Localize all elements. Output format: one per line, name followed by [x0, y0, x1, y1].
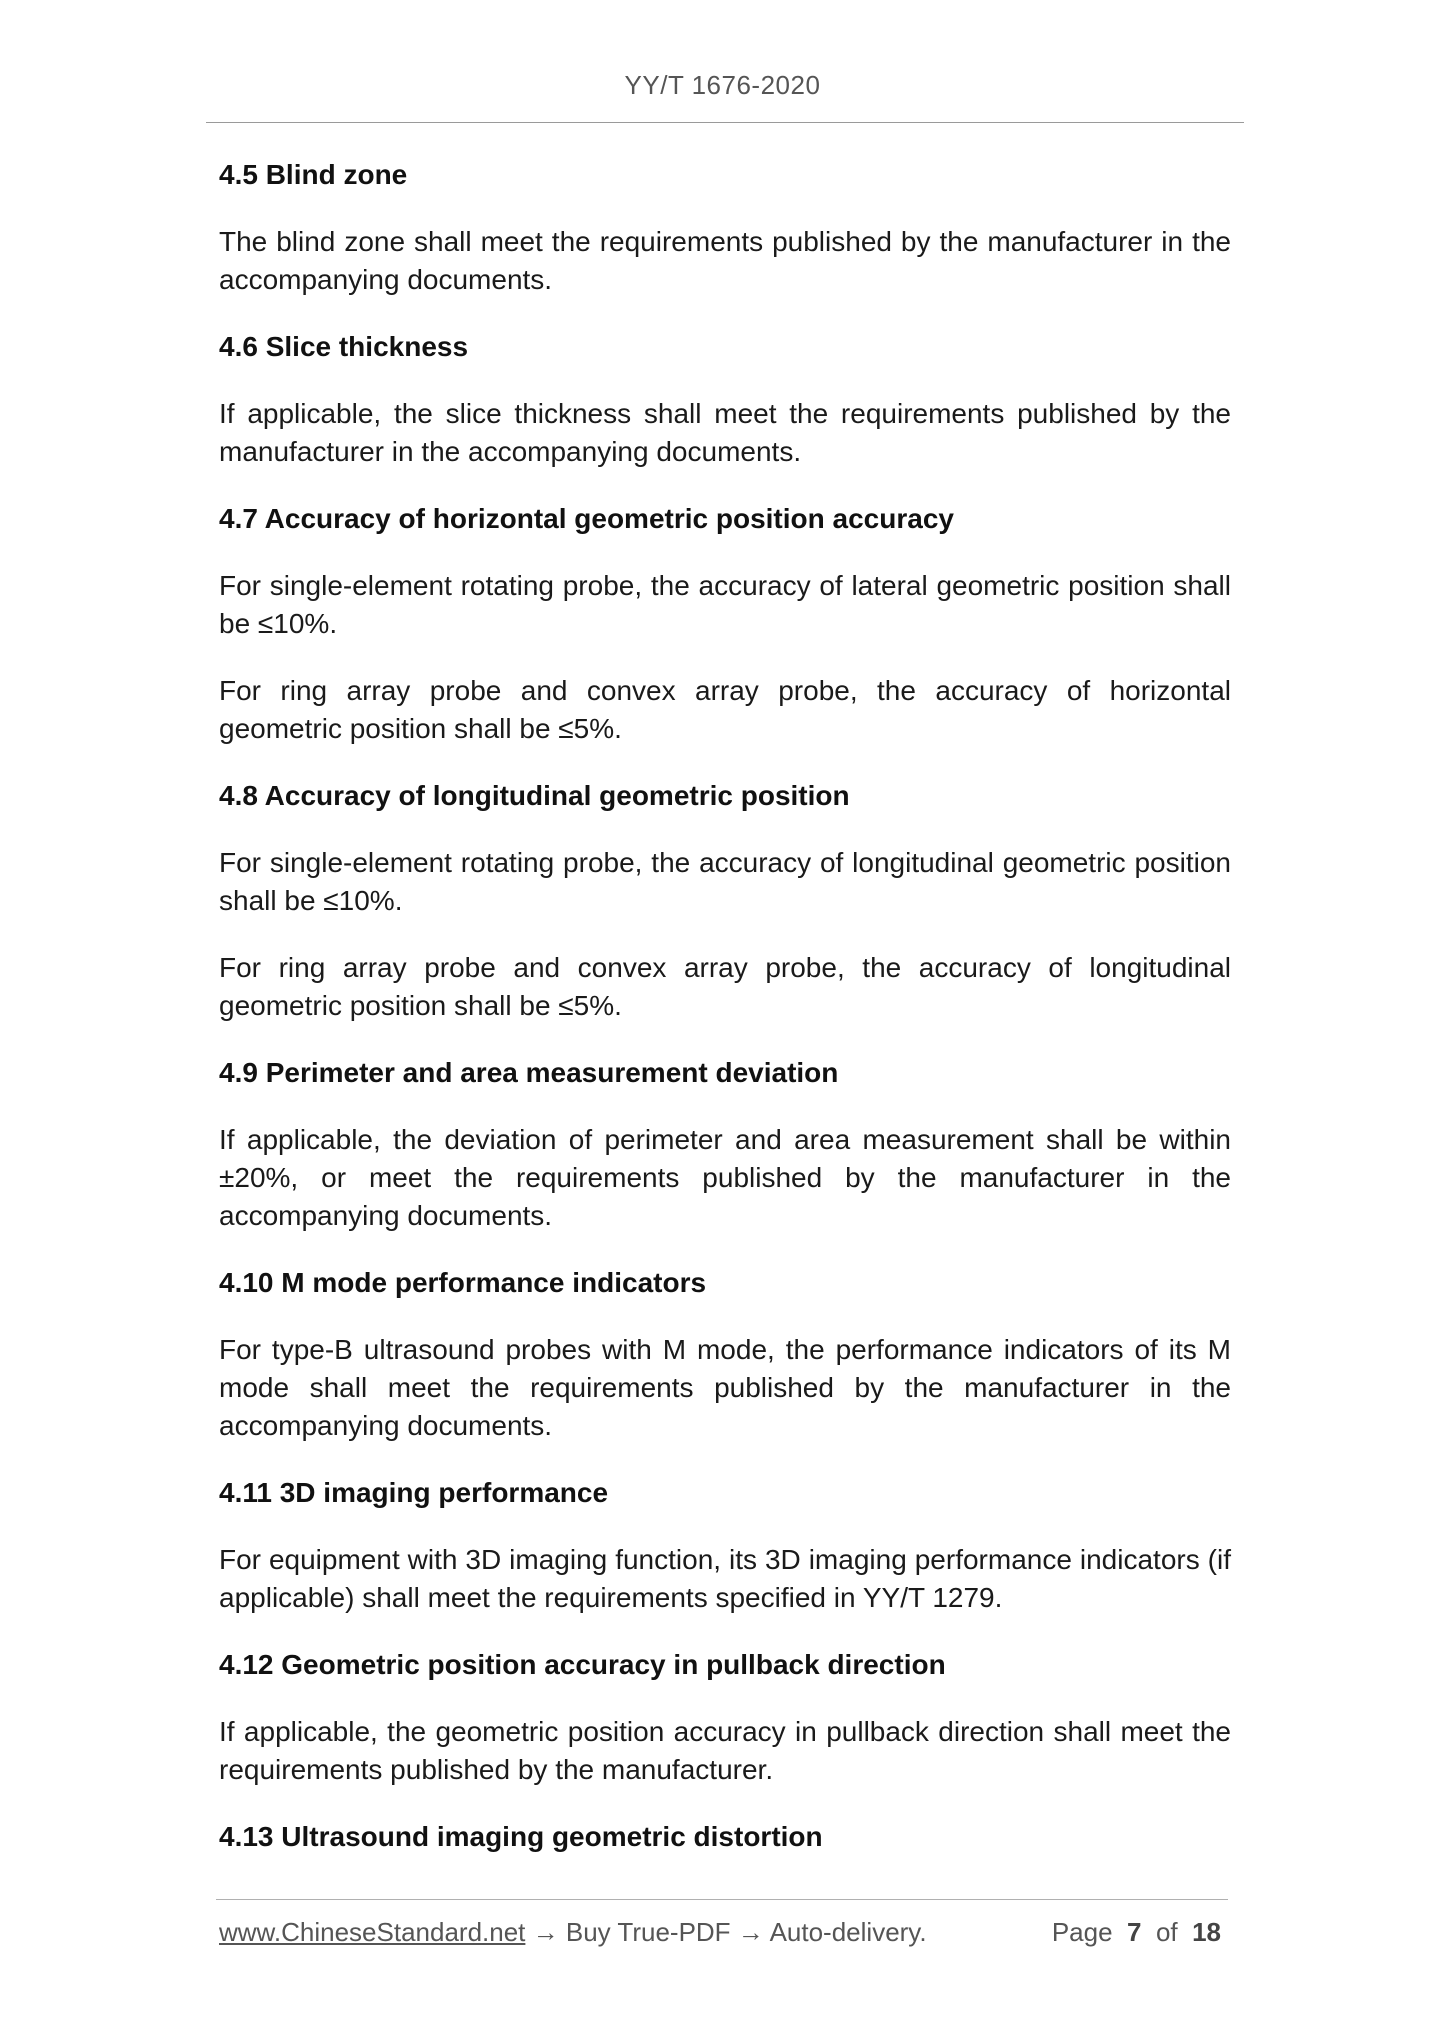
section [219, 1646, 1231, 1789]
promo-text: → Buy True-PDF → Auto-delivery. [525, 1917, 927, 1947]
section [219, 500, 1231, 748]
section-paragraph: For ring array probe and convex array probe, the accuracy of longitudinal geometric position shall be ≤5%. [219, 952, 1231, 1021]
section-paragraph: For ring array probe and convex array probe, the accuracy of horizontal geometric position shall be ≤5%. [219, 675, 1231, 744]
section-heading: 4.12 Geometric position accuracy in pullback direction [219, 1649, 946, 1680]
section [219, 1818, 1231, 1856]
section-paragraph: If applicable, the geometric position accuracy in pullback direction shall meet the requirements published by the manufacturer. [219, 1716, 1231, 1785]
standard-code: YY/T 1676-2020 [624, 70, 821, 100]
section-paragraph: If applicable, the deviation of perimeter and area measurement shall be within ±20%, or meet the requirements published by the manufacturer in the accompanying documents. [219, 1124, 1231, 1231]
section-heading: 4.8 Accuracy of longitudinal geometric position [219, 780, 850, 811]
section-heading: 4.10 M mode performance indicators [219, 1267, 707, 1298]
section-heading: 4.5 Blind zone [219, 159, 408, 190]
page-label: Page [1051, 1917, 1113, 1947]
section-heading: 4.6 Slice thickness [219, 331, 469, 362]
section-paragraph: For equipment with 3D imaging function, its 3D imaging performance indicators (if applicable) shall meet the requirements specified in YY/T 1279. [219, 1544, 1231, 1613]
header-divider [206, 122, 1244, 123]
section [219, 777, 1231, 1025]
section-heading: 4.13 Ultrasound imaging geometric distortion [219, 1821, 823, 1852]
page-header [0, 70, 1445, 101]
section-paragraph: For single-element rotating probe, the accuracy of longitudinal geometric position shall be ≤10%. [219, 847, 1231, 916]
section-heading: 4.11 3D imaging performance [219, 1477, 609, 1508]
section-paragraph: For single-element rotating probe, the accuracy of lateral geometric position shall be ≤10%. [219, 570, 1231, 639]
footer-promo [219, 1917, 927, 1948]
page-indicator [1052, 1917, 1221, 1948]
section-paragraph: The blind zone shall meet the requirements published by the manufacturer in the accompanying documents. [219, 226, 1231, 295]
section-paragraph: If applicable, the slice thickness shall meet the requirements published by the manufacturer in the accompanying documents. [219, 398, 1231, 467]
section-paragraph: For type-B ultrasound probes with M mode, the performance indicators of its M mode shall meet the requirements published by the manufacturer in the accompanying documents. [219, 1334, 1231, 1441]
page-number: 7 [1127, 1917, 1142, 1947]
section [219, 1474, 1231, 1617]
section [219, 328, 1231, 471]
section [219, 156, 1231, 299]
of-label: of [1155, 1917, 1178, 1947]
section [219, 1054, 1231, 1235]
section-heading: 4.9 Perimeter and area measurement deviation [219, 1057, 839, 1088]
document-body [219, 156, 1231, 1885]
footer-divider [216, 1899, 1228, 1900]
section-heading: 4.7 Accuracy of horizontal geometric position accuracy [219, 503, 954, 534]
site-link[interactable]: www.ChineseStandard.net [219, 1917, 526, 1947]
page-total: 18 [1192, 1917, 1221, 1947]
section [219, 1264, 1231, 1445]
